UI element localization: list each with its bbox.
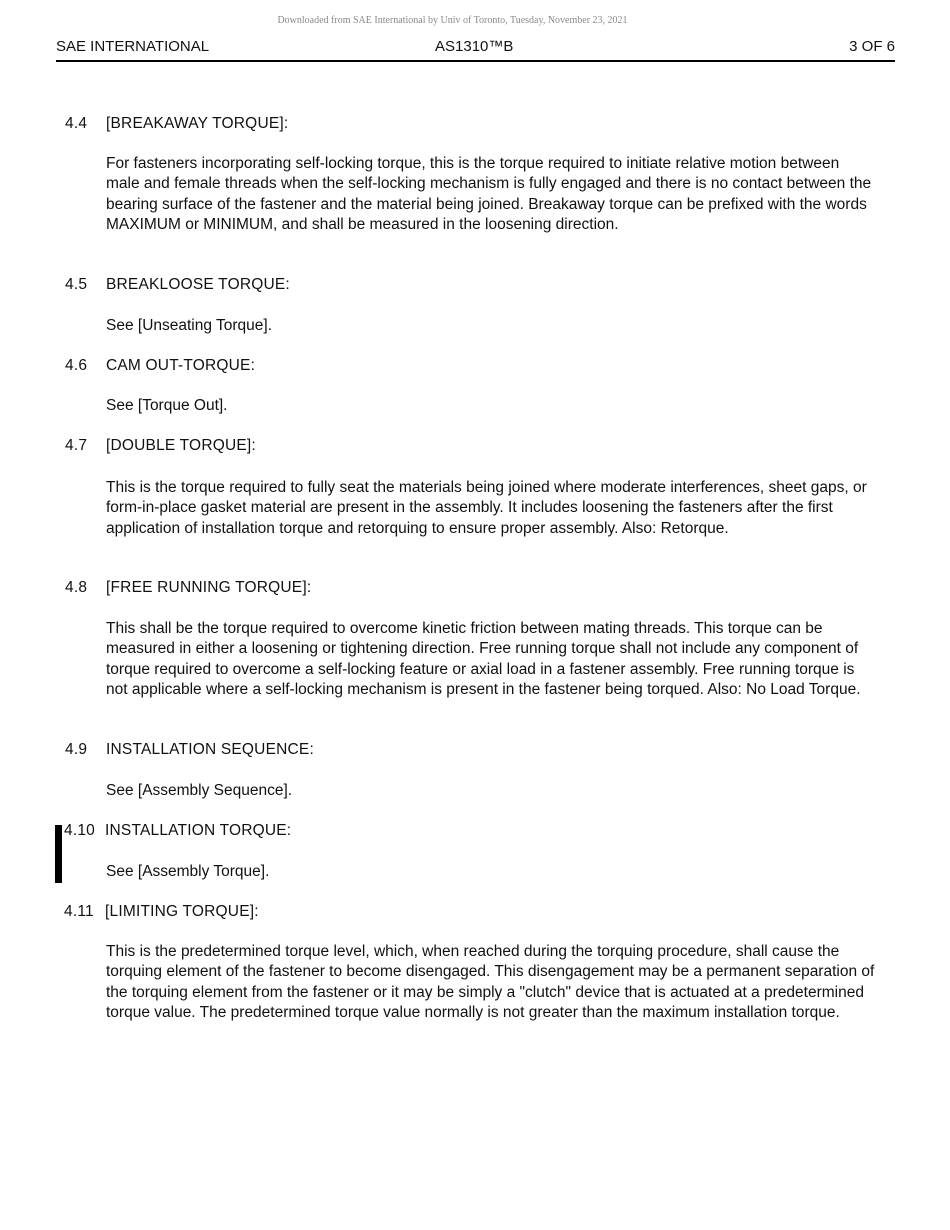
section-title: INSTALLATION TORQUE: bbox=[105, 822, 292, 839]
section-title: [FREE RUNNING TORQUE]: bbox=[106, 579, 312, 596]
running-header bbox=[56, 38, 895, 58]
section-number: 4.10 bbox=[64, 822, 95, 839]
header-rule bbox=[56, 60, 895, 62]
section-body-4-8: This shall be the torque required to overcome kinetic friction between mating threads. This torque can be measured in either a loosening or tightening direction. Free running torque shall not include any component of torque required to overcome a self-locking feature or axial load in a fastener assembly. Free running torque is not applicable where a self-locking mechanism is present in the fastener being torqued. Also: No Load Torque. bbox=[106, 620, 861, 698]
header-page-number: 3 OF 6 bbox=[849, 38, 895, 55]
section-title: [LIMITING TORQUE]: bbox=[105, 903, 259, 920]
section-number: 4.6 bbox=[65, 357, 88, 374]
section-body-4-7: This is the torque required to fully seat the materials being joined where moderate interferences, sheet gaps, or form-in-place gasket material are present in the assembly. It includes loosening the fasteners after the first application of installation torque and retorquing to ensure proper assembly. Also: Retorque. bbox=[106, 479, 867, 537]
section-body-4-4: For fasteners incorporating self-locking torque, this is the torque required to initiate relative motion between male and female threads when the self-locking mechanism is fully engaged and there is no contact between the bearing surface of the fastener and the material being joined. Breakaway torque can be prefixed with the words MAXIMUM or MINIMUM, and shall be measured in the loosening direction. bbox=[106, 155, 872, 233]
section-title: [BREAKAWAY TORQUE]: bbox=[106, 115, 289, 132]
section-body-4-6: See [Torque Out]. bbox=[106, 397, 228, 414]
section-number: 4.5 bbox=[65, 276, 88, 293]
download-watermark: Downloaded from SAE International by Univ of Toronto, Tuesday, November 23, 2021 bbox=[277, 15, 628, 26]
section-heading-4-7 bbox=[65, 436, 256, 456]
section-body-4-5: See [Unseating Torque]. bbox=[106, 317, 273, 334]
section-body-4-11: This is the predetermined torque level, which, when reached during the torquing procedure, shall cause the torquing element of the fastener to become disengaged. This disengagement may be a permanent separation of the torquing element from the fastener or it may be simply a "clutch" device that is actuated at a predetermined torque value. The predetermined torque value normally is not greater than the maximum installation torque. bbox=[106, 943, 875, 1021]
section-heading-4-9 bbox=[65, 740, 314, 760]
header-organization: SAE INTERNATIONAL bbox=[56, 38, 210, 55]
revision-change-bar bbox=[55, 825, 62, 883]
section-title: INSTALLATION SEQUENCE: bbox=[106, 741, 314, 758]
section-number: 4.7 bbox=[65, 437, 88, 454]
section-title: CAM OUT-TORQUE: bbox=[106, 357, 256, 374]
section-body-4-9: See [Assembly Sequence]. bbox=[106, 782, 293, 799]
section-number: 4.4 bbox=[65, 115, 88, 132]
section-number: 4.8 bbox=[65, 579, 88, 596]
section-title: [DOUBLE TORQUE]: bbox=[106, 437, 256, 454]
section-heading-4-10 bbox=[65, 821, 291, 841]
section-number: 4.11 bbox=[64, 903, 94, 920]
section-number: 4.9 bbox=[65, 741, 88, 758]
section-heading-4-4 bbox=[65, 114, 288, 134]
header-document-number: AS1310™B bbox=[435, 38, 514, 55]
section-title: BREAKLOOSE TORQUE: bbox=[106, 276, 290, 293]
section-heading-4-11 bbox=[65, 902, 259, 922]
section-body-4-10: See [Assembly Torque]. bbox=[106, 863, 270, 880]
section-heading-4-6 bbox=[65, 356, 255, 376]
section-heading-4-8 bbox=[65, 578, 311, 598]
section-heading-4-5 bbox=[65, 275, 290, 295]
